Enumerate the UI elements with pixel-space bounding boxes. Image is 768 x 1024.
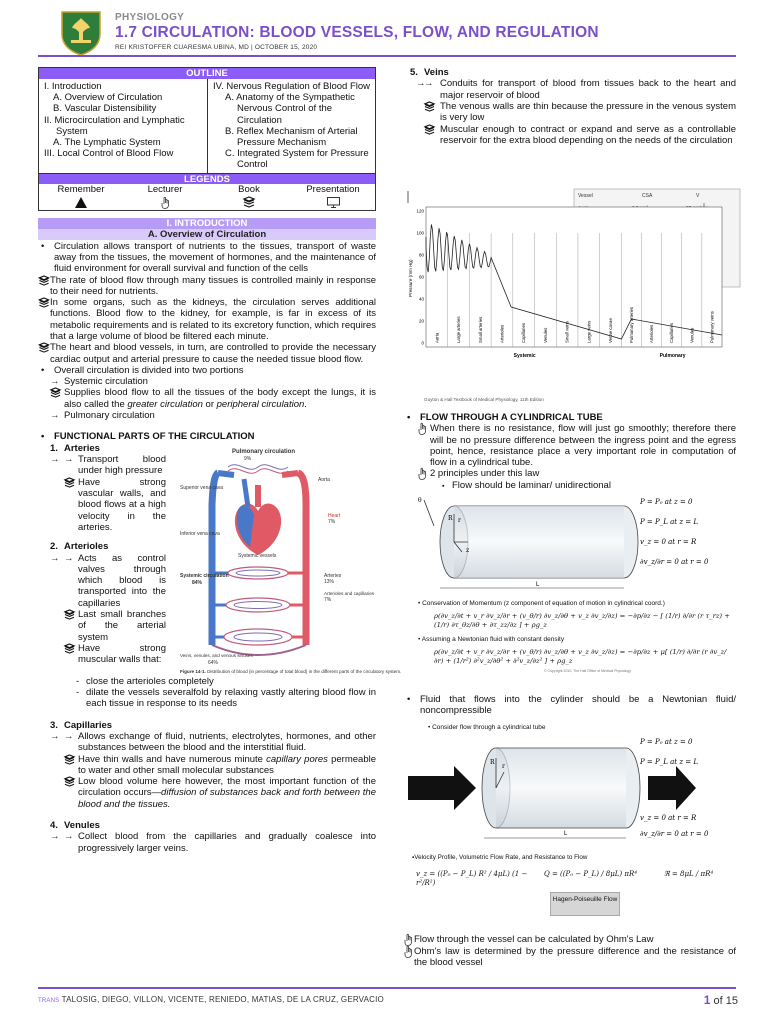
outline-item: A. The Lymphatic System [53,137,161,149]
numbered-heading [38,820,376,831]
item-text: Conservation of Momentum (z component of equation of motion in cylindrical coord.) [422,600,665,607]
lecturer-paragraph [404,946,736,969]
segment-label: Arterioles [649,324,655,343]
cylinder-flow-diagram [404,732,736,844]
svg-text:R: R [490,759,495,766]
circulation-distribution-figure [178,445,402,677]
header-rule [38,55,736,57]
item-text: Collect blood from the capillaries and gradually coalesce into progressively larger veins. [78,831,376,854]
table-header: CSA [642,193,653,199]
length-label: L [564,831,568,837]
fig-label: 9% [244,455,252,462]
paragraph: • Fluid that flows into the cylinder should be a Newtonian fluid/ noncompressible [404,694,736,717]
boundary-condition: P = P_L at z = L [640,518,698,526]
lecturer-hand-icon [418,423,427,435]
fig-label: Systemic vessels [238,552,277,559]
svg-text:R: R [448,515,453,522]
newtonian-equation: ρ(∂v_z/∂t + v_r ∂v_z/∂r + (v_θ/r) ∂v_z/∂θ + v_z ∂v_z/∂z) = −∂p/∂z + μ[ (1/r) ∂/∂r (r ∂v_z/∂r) + (1/r²) ∂²v_z/∂θ² + ∂²v_z/∂z² ] + ρg_z [434,648,727,665]
x-label-systemic: Systemic [513,353,536,359]
outline-item: B. Vascular Distensibility [53,103,157,115]
item-text: Velocity Profile, Volumetric Flow Rate, and Resistance to Flow [414,854,588,861]
segment-label: Capillaries [521,322,527,343]
book-paragraph [38,297,376,342]
book-paragraph [404,124,736,147]
item-title: Arteries [64,442,100,454]
book-stack-icon [243,197,255,208]
section-heading: • FLOW THROUGH A CYLINDRICAL TUBE [404,412,736,423]
boundary-condition: P = P₀ at z = 0 [640,498,693,506]
flow-rate-equation: Q = ((P₀ − P_L) / 8μL) πR⁴ [544,870,638,878]
item-text: Have strong muscular walls that: [78,642,166,666]
item-text: Last small branches of the arterial system [78,609,166,643]
book-paragraph [38,387,376,410]
item-number: 4. [50,820,58,832]
segment-label: Aorta [434,332,440,343]
legend-label: Book [238,183,260,195]
table-header: Vessel [578,193,593,199]
book-paragraph [38,342,376,365]
segment-label: Capillaries [669,322,675,343]
newtonian-note: • Assuming a Newtonian fluid with constant density [418,636,565,643]
segment-label: Venules [542,327,548,343]
book-stack-icon [64,478,75,488]
fig-label: 13% [324,578,335,585]
item-text: Consider flow through a cylindrical tube [432,724,546,731]
pressure-profile-figure [404,187,744,407]
velocity-title: ▪Velocity Profile, Volumetric Flow Rate, and Resistance to Flow [412,854,588,861]
fig-label: Systemic circulation [180,572,229,579]
section-title: I. INTRODUCTION [38,218,376,229]
trans-label: TRANS [38,998,60,1004]
item-number: 5. [410,67,418,78]
book-paragraph [38,477,166,533]
arrow-item: → → Allows exchange of fluid, nutrients, electrolytes, hormones, and other substances between the blood and the interstitial fluid. [38,731,376,754]
numbered-heading [38,541,166,552]
book-stack-icon [64,610,75,620]
lecturer-paragraph [404,468,736,479]
boundary-condition: ∂v_z/∂r = 0 at r = 0 [640,558,709,566]
paragraph-text: The rate of blood flow through many tissues is controlled mainly in response to their need for nutrients. [50,274,376,297]
conservation-note: • Conservation of Momentum (z component of equation of motion in cylindrical coord.) [418,600,665,607]
item-text: Low blood volume here however, the most important function of the circulation occurs— [78,776,376,799]
book-stack-icon [38,298,50,308]
book-stack-icon [424,102,435,112]
item-number: 3. [50,719,58,731]
page-title: 1.7 CIRCULATION: BLOOD VESSELS, FLOW, AND REGULATION [115,24,599,41]
segment-label: Pulmonary arteries [628,306,634,343]
item-text: Conduits for transport of blood from tissues back to the heart and major reservoir of blood [440,78,736,101]
svg-text:z: z [466,547,470,554]
fig-label: Arteries [324,572,342,579]
outline-item: C. Integrated System for Pressure Control [225,148,369,171]
svg-text:r: r [458,517,461,524]
paragraph-text: In some organs, such as the kidneys, the circulation serves additional functions. Blood flow to the kidney, for example, is far in excess of its metabolic requirements and is related to its excretory function, which requires that a large volume of blood be filtered each minute. [50,297,376,342]
pressure-chart [408,207,722,359]
momentum-equation: ρ(∂v_z/∂t + v_r ∂v_z/∂r + (v_θ/r) ∂v_z/∂θ + v_z ∂v_z/∂z) = −∂p/∂z − [ (1/r) ∂/∂r (r τ_rz) + (1/r) ∂τ_θz/∂θ + ∂τ_zz/∂z ] + ρg_z [434,612,730,629]
item-text: When there is no resistance, flow will just go smoothly; therefore there will be no pressure difference between the ingress point and the egress point, hence, resistance place a very important role in computation of flow in a cylindrical tube. [430,423,736,469]
resistance-equation: ℜ = 8μL / πR⁴ [664,870,714,878]
segment-label: Large veins [586,320,592,343]
length-label: L [536,582,540,588]
book-paragraph [38,754,376,777]
fig-label: Aorta [318,476,330,483]
svg-text:Figure 14-1. Distribution of b [180,669,401,674]
item-text: Flow through the vessel can be calculated by Ohm's Law [414,934,654,945]
x-label-pulmonary: Pulmonary [659,353,686,359]
item-title: Venules [64,820,100,832]
book-paragraph [38,609,166,643]
book-stack-icon [64,644,75,654]
y-tick-label: 100 [416,230,424,236]
numbered-heading [38,720,376,731]
outline-right [207,79,375,173]
subsection-title: A. Overview of Circulation [38,229,376,240]
fig-caption-bold: Figure 14-1. [180,668,206,674]
legends-title: LEGENDS [39,173,375,184]
svg-text:r: r [502,763,505,770]
book-paragraph [38,275,376,298]
y-tick-label: 20 [418,318,424,324]
subject-label: PHYSIOLOGY [115,12,185,23]
book-stack-icon [50,388,61,398]
outline-item: A. Overview of Circulation [53,92,163,104]
book-stack-icon [38,343,50,353]
footer-transcribers [38,995,384,1005]
segment-label: Venules [689,327,695,343]
y-tick-label: 40 [418,296,424,302]
y-tick-label: 0 [421,340,424,346]
current-page: 1 [703,993,711,1007]
arrow-item: → → Acts as control valves through which blood is transported into the capillaries [38,553,166,609]
outline-item: III. Local Control of Blood Flow [44,148,174,160]
book-stack-icon [424,125,435,135]
outline-item: B. Reflex Mechanism of Arterial Pressure Mechanism [225,125,358,149]
paragraph: • Circulation allows transport of nutrients to the tissues, transport of waste away from the tissues, the movement of hormones, and the maintenance of fluid environment for overall survival and function of the cells [38,241,376,275]
warning-icon [75,197,87,208]
boundary-condition: P = P_L at z = L [640,758,698,766]
y-tick-label: 120 [416,208,424,214]
dash-item: - dilate the vessels severalfold by relaxing vastly altering blood flow in each tissue in response to its needs [76,686,376,710]
lecturer-hand-icon [161,197,170,209]
item-text: dilate the vessels severalfold by relaxing vastly altering blood flow in each tissue in response to its needs [86,686,376,710]
boundary-condition: ∂v_z/∂r = 0 at r = 0 [640,830,709,838]
numbered-heading [38,443,166,454]
boundary-condition: v_z = 0 at r = R [640,814,697,822]
legend-label: Presentation [306,183,360,195]
monitor-icon [327,197,340,208]
fig-label: Inferior vena cava [180,530,220,537]
item-text: Ohm's law is determined by the pressure difference and the resistance of the blood vessel [414,946,736,969]
fig-label: Pulmonary circulation [232,448,296,455]
paragraph-text: Supplies blood flow to all the tissues of the body except the lungs, it is also called the [64,387,376,410]
item-text: Muscular enough to contract or expand and serve as a controllable reservoir for the extra blood depending on the needs of the circulation [440,123,736,146]
svg-text:θ: θ [418,497,422,504]
item-text: close the arterioles completely [86,675,214,687]
item-text: Assuming a Newtonian fluid with constant density [421,636,565,643]
lecturer-hand-icon [404,934,413,946]
section-heading: • FUNCTIONAL PARTS OF THE CIRCULATION [38,431,376,442]
arrow-item: → → Conduits for transport of blood from tissues back to the heart and major reservoir of blood [404,78,736,101]
item-text: permeable to water and other small molecular substances [78,753,376,776]
item-number: 2. [50,541,58,553]
book-paragraph [38,776,376,810]
paragraph: • Overall circulation is divided into two portions [38,365,376,376]
lecturer-paragraph [404,934,736,945]
item-text: 2 principles under this law [430,468,540,480]
y-tick-label: 80 [418,252,424,258]
numbered-heading [404,67,736,78]
book-stack-icon [64,755,75,765]
fig-caption: Distribution of blood (in percentage of total blood) in the different parts of the circulatory system. [205,668,402,674]
transcriber-names: TALOSIG, DIEGO, VILLON, VICENTE, RENIEDO, MATIAS, DE LA CRUZ, GERVACIO [61,995,384,1004]
segment-label: Small arteries [477,316,483,343]
emphasis-text: diffusion of substances back and forth between the blood and the tissues. [78,787,377,810]
fig-label: Heart [328,512,341,519]
emphasis-text: capillary pores [266,753,328,765]
fig-label: 7% [324,596,332,603]
item-text: Have thin walls and have numerous minute [78,753,267,765]
page-number [704,993,738,1008]
left-column [38,67,402,854]
item-title: Arterioles [64,541,109,553]
emphasis-text: peripheral circulation [216,398,305,410]
segment-label: Pulmonary veins [709,311,715,343]
outline-left [39,79,207,173]
boundary-condition: v_z = 0 at r = R [640,538,697,546]
fig-label: 84% [192,579,203,586]
emphasis-text: greater circulation [127,398,203,410]
fig-label: Superior vena cava [180,484,224,491]
legend-label: Lecturer [147,183,183,195]
arrow-item: → → Collect blood from the capillaries and gradually coalesce into progressively larger veins. [38,831,376,854]
item-text: Have strong vascular walls, and blood flows at a high velocity in the arteries. [78,476,166,533]
item-number: 1. [50,442,58,454]
velocity-equation: v_z = ((P₀ − P_L) R² / 4μL) (1 − r²/R²) [416,870,528,887]
fig-label: 7% [328,518,336,525]
footer-rule [38,987,736,989]
item-title: Veins [424,67,449,78]
figure-source: Guyton & Hall Textbook of Medical Physiology, 11th Edition [424,397,544,402]
copyright-note: © Copyright 2010, The Hall Office of Medical Physiology [544,669,632,673]
functional-parts-block [38,442,402,693]
cylinder-diagram [404,492,736,592]
item-text: Transport blood under high pressure [78,454,166,477]
lecturer-paragraph [404,423,736,468]
paragraph-text: . [304,398,307,410]
outline-item: IV. Nervous Regulation of Blood Flow [213,81,371,92]
book-paragraph [404,101,736,124]
lecturer-hand-icon [404,946,413,958]
book-paragraph [38,643,166,666]
fig-label: Veins, venules, and venous sinuses [180,652,253,658]
boundary-condition: P = P₀ at z = 0 [640,738,693,746]
school-crest-logo [60,10,102,56]
outline-box [38,67,376,211]
arrow-item: → → Transport blood under high pressure [38,454,166,477]
consider-note: • Consider flow through a cylindrical tube [428,724,546,731]
arrow-item: → Pulmonary circulation [38,410,376,421]
segment-label: Large arteries [456,316,462,343]
book-stack-icon [64,777,75,787]
hagen-poiseuille-label: Hagen-Poiseuille Flow [550,892,620,916]
outline-item: A. Anatomy of the Sympathetic Nervous Control of the Circulation [225,92,355,126]
segment-label: Arterioles [499,324,505,343]
outline-item: I. Introduction [44,81,102,92]
item-text: Flow should be laminar/ unidirectional [452,479,611,491]
outline-title: OUTLINE [39,68,375,79]
flow-section [404,412,736,969]
legend-label: Remember [57,183,105,195]
author-line: REI KRISTOFFER CUARESMA UBINA, MD | OCTOBER 15, 2020 [115,44,318,51]
book-stack-icon [38,276,50,286]
fig-label: 64% [208,659,219,666]
square-item: ▪ Flow should be laminar/ unidirectional [442,479,611,491]
item-text: The venous walls are thin because the pressure in the venous system is very low [440,100,736,124]
paragraph-text: The heart and blood vessels, in turn, are controlled to provide the necessary cardiac output and arterial pressure to cause the needed tissue blood flow. [50,342,376,365]
y-tick-label: 60 [418,274,424,280]
table-header: V [696,193,700,199]
page-total: of 15 [713,995,738,1007]
arrow-item: → Systemic circulation [38,376,376,387]
item-title: Capillaries [64,719,113,731]
fig-label: Arterioles and capillaries [324,590,375,596]
item-text: Acts as control valves through which blood is transported into the capillaries [78,552,166,609]
lecturer-hand-icon [418,468,427,480]
segment-label: Small veins [564,321,570,343]
right-column [404,67,736,969]
paragraph-text: or [202,398,217,410]
item-text: Allows exchange of fluid, nutrients, electrolytes, hormones, and other substances between the blood and the interstitial fluid. [78,730,376,754]
segment-label: Venae cavae [608,318,614,343]
y-axis-label: Pressure (mm Hg) [408,259,413,297]
dash-item: - close the arterioles completely [76,675,214,687]
outline-item: II. Microcirculation and Lymphatic System [44,114,185,137]
